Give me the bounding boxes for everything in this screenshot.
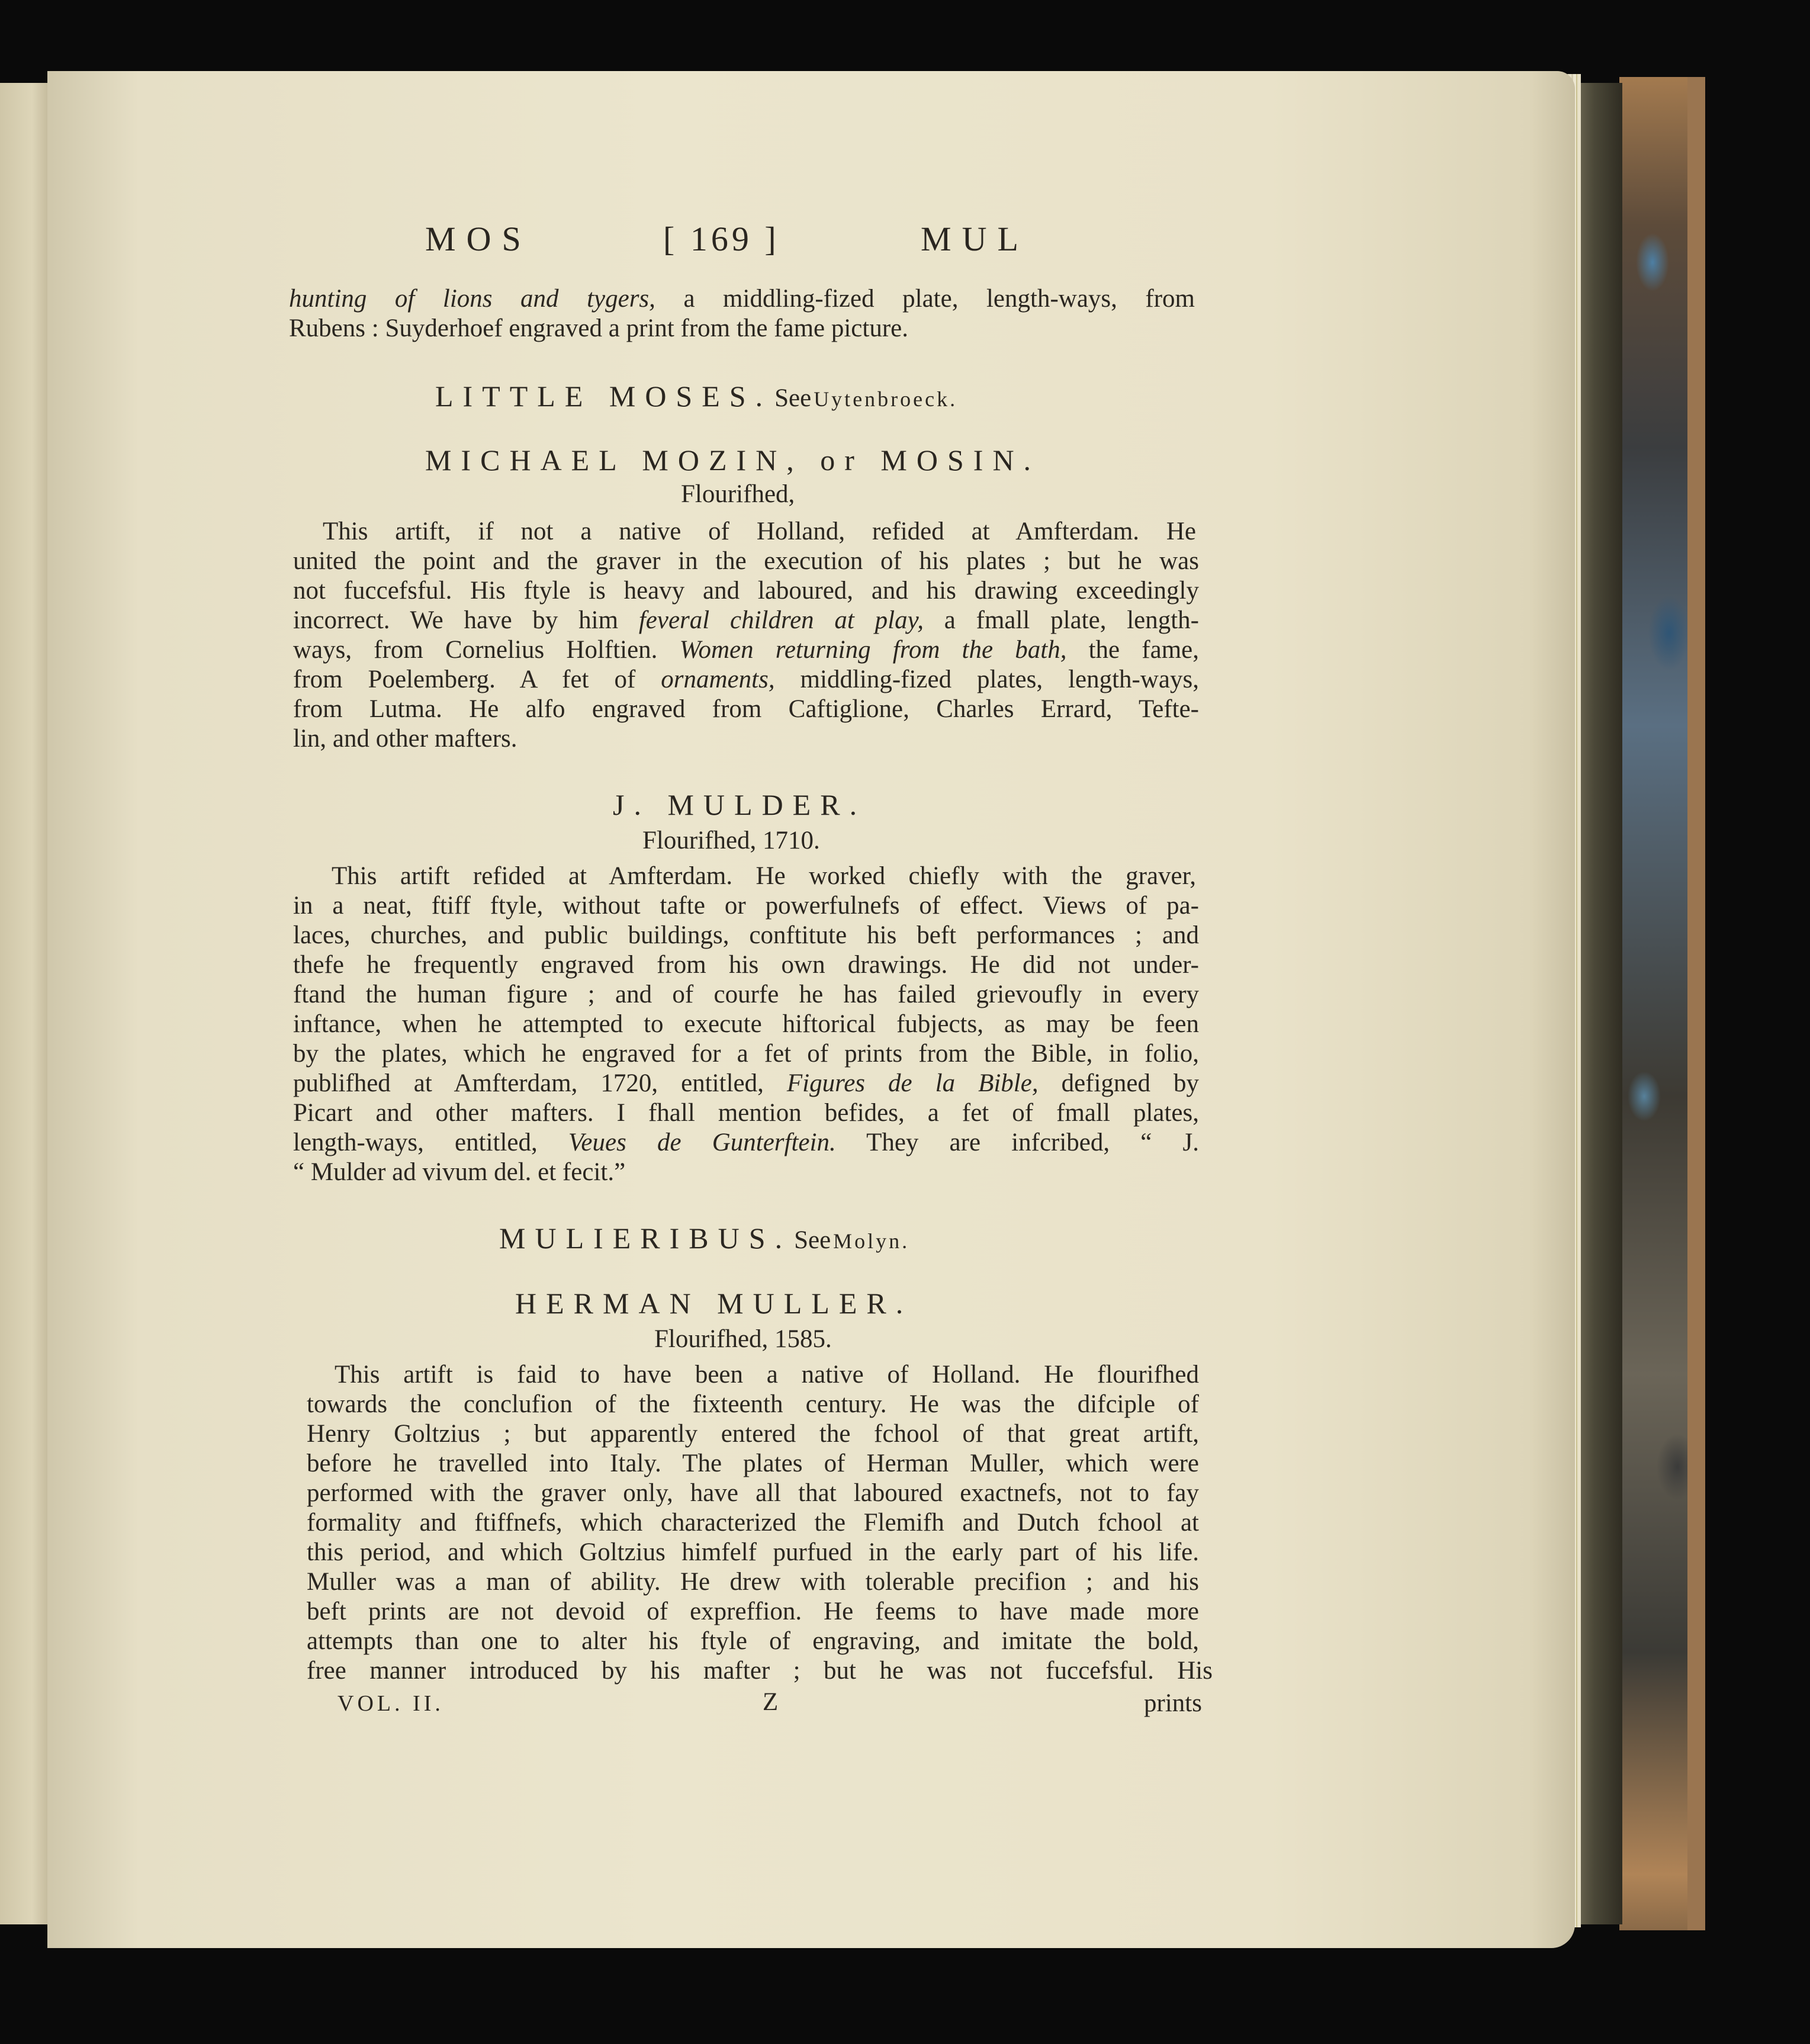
signature-mark: Z	[763, 1688, 779, 1716]
body-line: “ Mulder ad vivum del. et fecit.”	[293, 1158, 626, 1186]
page-number: [ 169 ]	[663, 220, 780, 258]
entry-flourished: Flourifhed, 1585.	[654, 1325, 832, 1353]
entry-heading-little-moses: LITTLE MOSES. See Uytenbroeck.	[435, 380, 958, 413]
facing-page-edge	[0, 83, 53, 1924]
body-line: ways, from Cornelius Holftien. Women returning from the bath, the fame,	[293, 636, 1199, 664]
body-line: in a neat, ftiff ftyle, without tafte or powerfulnefs of effect. Views of pa-	[293, 892, 1199, 920]
entry-flourished: Flourifhed, 1710.	[642, 827, 820, 854]
catchword: prints	[1144, 1689, 1202, 1717]
body-line: attempts than one to alter his ftyle of engraving, and imitate the bold,	[307, 1627, 1199, 1655]
body-line: laces, churches, and public buildings, conftitute his beft performances ; and	[293, 921, 1199, 949]
volume-mark: VOL. II.	[337, 1691, 444, 1716]
body-line: formality and ftiffnefs, which characterized the Flemifh and Dutch fchool at	[307, 1509, 1199, 1537]
entry-heading-mulieribus: MULIERIBUS. See Molyn.	[499, 1222, 910, 1255]
body-line: beft prints are not devoid of expreffion. He feems to have made more	[307, 1598, 1199, 1625]
body-line: this period, and which Goltzius himfelf purfued in the early part of his life.	[307, 1538, 1199, 1566]
continuation-line: hunting of lions and tygers, a middling-fized plate, length-ways, from	[289, 285, 1195, 313]
body-line: by the plates, which he engraved for a fet of prints from the Bible, in folio,	[293, 1040, 1199, 1068]
running-head-left: MOS	[425, 220, 532, 258]
body-line: united the point and the graver in the execution of his plates ; but he was	[293, 547, 1199, 575]
leather-corner	[1687, 77, 1705, 1930]
body-line: lin, and other mafters.	[293, 725, 517, 753]
body-line: publifhed at Amfterdam, 1720, entitled, Figures de la Bible, defigned by	[293, 1069, 1200, 1097]
body-line: Picart and other mafters. I fhall mention befides, a fet of fmall plates,	[293, 1099, 1199, 1127]
body-line: from Poelemberg. A fet of ornaments, middling-fized plates, length-ways,	[293, 666, 1199, 693]
entry-heading-muller: HERMAN MULLER.	[515, 1287, 913, 1320]
body-line: This artift, if not a native of Holland, refided at Amfterdam. He	[323, 518, 1196, 545]
body-line: ftand the human figure ; and of courfe he has failed grievoufly in every	[293, 981, 1199, 1008]
body-line: from Lutma. He alfo engraved from Caftiglione, Charles Errard, Tefte-	[293, 695, 1199, 723]
entry-flourished: Flourifhed,	[681, 480, 795, 508]
body-line: free manner introduced by his mafter ; but he was not fuccefsful. His	[307, 1657, 1213, 1685]
body-line: thefe he frequently engraved from his own drawings. He did not under-	[293, 951, 1199, 979]
continuation-line: Rubens : Suyderhoef engraved a print from the fame picture.	[289, 314, 908, 342]
running-head-right: MUL	[921, 220, 1029, 258]
page-block-shadow	[1575, 83, 1622, 1924]
entry-heading-mozin: MICHAEL MOZIN, or MOSIN.	[425, 443, 1041, 477]
body-line: towards the conclufion of the fixteenth century. He was the difciple of	[307, 1390, 1199, 1418]
body-line: incorrect. We have by him feveral children at play, a fmall plate, length-	[293, 606, 1200, 634]
entry-heading-mulder: J. MULDER.	[613, 788, 867, 821]
body-line: This artift refided at Amfterdam. He worked chiefly with the graver,	[332, 862, 1196, 890]
body-line: performed with the graver only, have all that laboured exactnefs, not to fay	[307, 1479, 1199, 1507]
body-line: before he travelled into Italy. The plates of Herman Muller, which were	[307, 1450, 1199, 1477]
body-line: length-ways, entitled, Veues de Gunterftein. They are infcribed, “ J.	[293, 1129, 1199, 1156]
body-line: Henry Goltzius ; but apparently entered the fchool of that great artift,	[307, 1420, 1199, 1448]
body-line: This artift is faid to have been a native of Holland. He flourifhed	[335, 1361, 1199, 1389]
body-line: inftance, when he attempted to execute hiftorical fubjects, as may be feen	[293, 1010, 1199, 1038]
body-line: Muller was a man of ability. He drew with tolerable precifion ; and his	[307, 1568, 1199, 1596]
body-line: not fuccefsful. His ftyle is heavy and laboured, and his drawing exceedingly	[293, 577, 1199, 605]
